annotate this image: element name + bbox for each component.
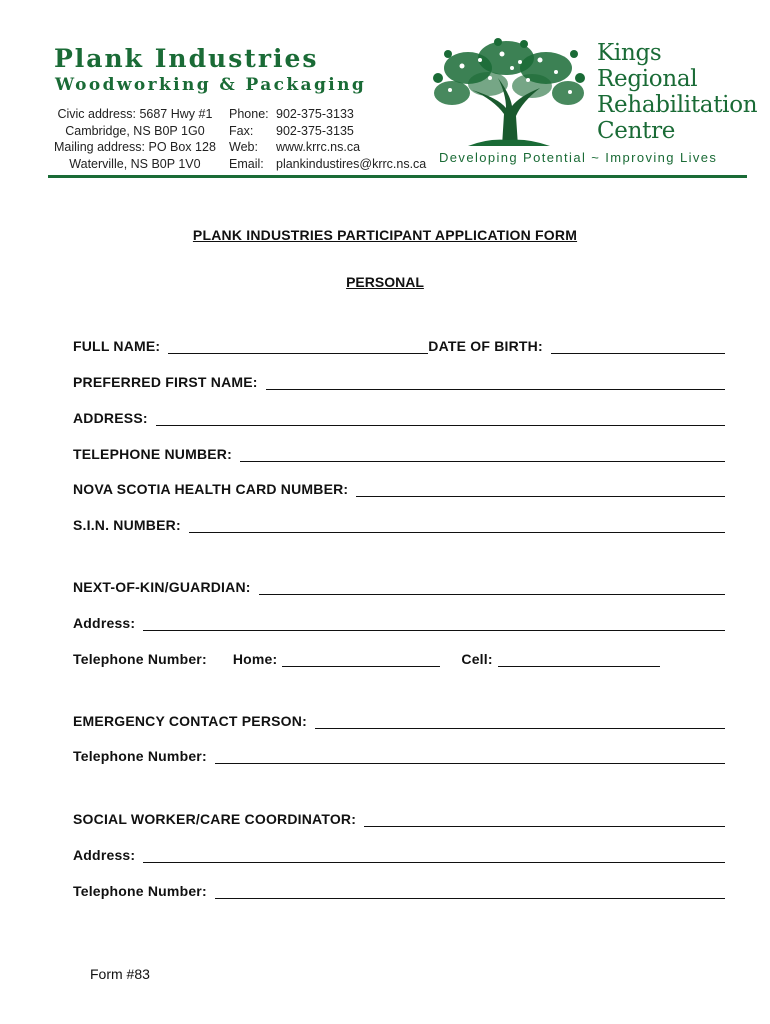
dob-label: DATE OF BIRTH: bbox=[428, 338, 543, 354]
org-name-line: Regional bbox=[597, 66, 698, 92]
emergency-phone-label: Telephone Number: bbox=[73, 748, 207, 764]
full-name-label: FULL NAME: bbox=[73, 338, 161, 354]
sw-address-field[interactable] bbox=[143, 848, 725, 863]
address-line: Cambridge, NS B0P 1G0 bbox=[65, 123, 205, 138]
kin-phone-label: Telephone Number: bbox=[73, 651, 207, 667]
sin-field[interactable] bbox=[189, 518, 725, 533]
kin-label: NEXT-OF-KIN/GUARDIAN: bbox=[73, 579, 251, 595]
emergency-phone-row bbox=[73, 744, 725, 764]
org-name-line: Centre bbox=[597, 118, 676, 144]
social-worker-field[interactable] bbox=[364, 812, 725, 827]
full-name-field[interactable] bbox=[168, 339, 428, 354]
org-name-line: Kings bbox=[597, 40, 662, 66]
address-line: Waterville, NS B0P 1V0 bbox=[69, 156, 201, 171]
org-name bbox=[597, 40, 757, 144]
telephone-field[interactable] bbox=[240, 447, 725, 462]
address-field[interactable] bbox=[156, 411, 725, 426]
preferred-name-row bbox=[73, 370, 725, 390]
form-number: Form #83 bbox=[90, 966, 150, 982]
kin-cell-label: Cell: bbox=[461, 651, 493, 667]
dob-field[interactable] bbox=[551, 339, 725, 354]
emergency-phone-field[interactable] bbox=[215, 749, 725, 764]
health-card-field[interactable] bbox=[356, 482, 725, 497]
kin-phone-row bbox=[73, 647, 683, 667]
address-line: Mailing address: PO Box 128 bbox=[54, 140, 216, 155]
kin-home-label: Home: bbox=[232, 651, 278, 667]
full-name-row bbox=[73, 334, 725, 354]
sin-row bbox=[73, 513, 725, 533]
contact-block bbox=[229, 106, 426, 172]
health-card-label: NOVA SCOTIA HEALTH CARD NUMBER: bbox=[73, 481, 349, 497]
fax-value: 902-375-3135 bbox=[276, 123, 354, 138]
company-name: Plank Industries bbox=[54, 44, 319, 73]
kin-address-label: Address: bbox=[73, 615, 136, 631]
tree-icon bbox=[428, 38, 588, 150]
phone-label: Phone: bbox=[229, 107, 269, 121]
web-label: Web: bbox=[229, 140, 258, 155]
web-value[interactable]: www.krrc.ns.ca bbox=[276, 140, 361, 155]
preferred-name-label: PREFERRED FIRST NAME: bbox=[73, 374, 258, 390]
sw-phone-row bbox=[73, 879, 725, 899]
kin-address-field[interactable] bbox=[143, 616, 725, 631]
address-line: Civic address: 5687 Hwy #1 bbox=[57, 107, 213, 121]
emergency-row bbox=[73, 709, 725, 729]
email-value[interactable]: plankindustires@krrc.ns.ca bbox=[276, 156, 427, 171]
kin-cell-field[interactable] bbox=[498, 652, 660, 667]
org-name-line: Rehabilitation bbox=[597, 92, 758, 118]
tagline: Developing Potential ~ Improving Lives bbox=[439, 150, 718, 165]
sin-label: S.I.N. NUMBER: bbox=[73, 517, 181, 533]
sw-phone-field[interactable] bbox=[215, 884, 725, 899]
address-row bbox=[73, 406, 725, 426]
health-card-row bbox=[73, 477, 725, 497]
kin-row bbox=[73, 575, 725, 595]
telephone-row bbox=[73, 442, 725, 462]
section-title: PERSONAL bbox=[346, 274, 424, 290]
company-division: Woodworking & Packaging bbox=[55, 75, 367, 95]
form-title: PLANK INDUSTRIES PARTICIPANT APPLICATION FORM bbox=[192, 227, 578, 243]
header-divider bbox=[48, 175, 747, 178]
address-label: ADDRESS: bbox=[73, 410, 148, 426]
kin-address-row bbox=[73, 611, 725, 631]
fax-label: Fax: bbox=[229, 123, 254, 138]
emergency-field[interactable] bbox=[315, 714, 725, 729]
social-worker-row bbox=[73, 807, 725, 827]
emergency-label: EMERGENCY CONTACT PERSON: bbox=[73, 713, 307, 729]
telephone-label: TELEPHONE NUMBER: bbox=[73, 446, 232, 462]
address-block bbox=[54, 106, 216, 172]
kin-home-field[interactable] bbox=[282, 652, 440, 667]
preferred-name-field[interactable] bbox=[266, 375, 725, 390]
sw-address-row bbox=[73, 843, 725, 863]
phone-value: 902-375-3133 bbox=[276, 107, 354, 121]
kin-field[interactable] bbox=[259, 580, 725, 595]
email-label: Email: bbox=[229, 156, 264, 171]
sw-address-label: Address: bbox=[73, 847, 136, 863]
social-worker-label: SOCIAL WORKER/CARE COORDINATOR: bbox=[73, 811, 357, 827]
sw-phone-label: Telephone Number: bbox=[73, 883, 207, 899]
